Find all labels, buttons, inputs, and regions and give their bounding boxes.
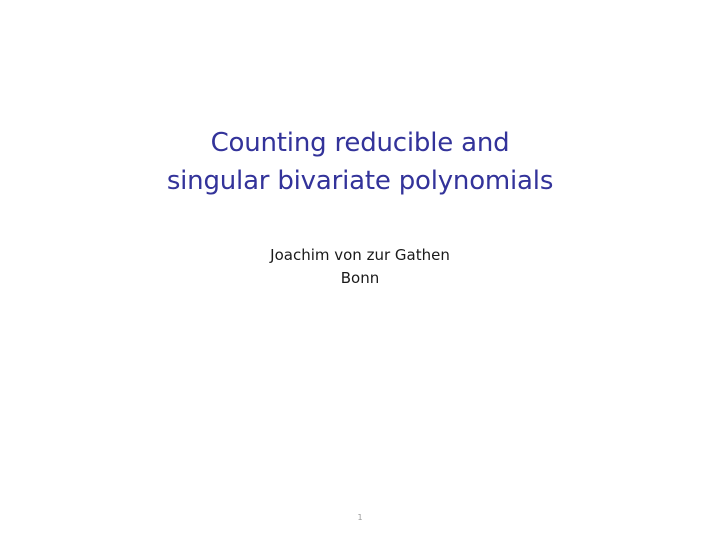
title-line-1: Counting reducible and — [210, 128, 510, 158]
author-affiliation: Bonn — [340, 269, 380, 287]
page-number: 1 — [357, 513, 363, 522]
slide-title — [0, 124, 720, 200]
author-name: Joachim von zur Gathen — [270, 246, 450, 264]
title-line-2: singular bivariate polynomials — [166, 166, 554, 196]
author-info — [0, 244, 720, 290]
